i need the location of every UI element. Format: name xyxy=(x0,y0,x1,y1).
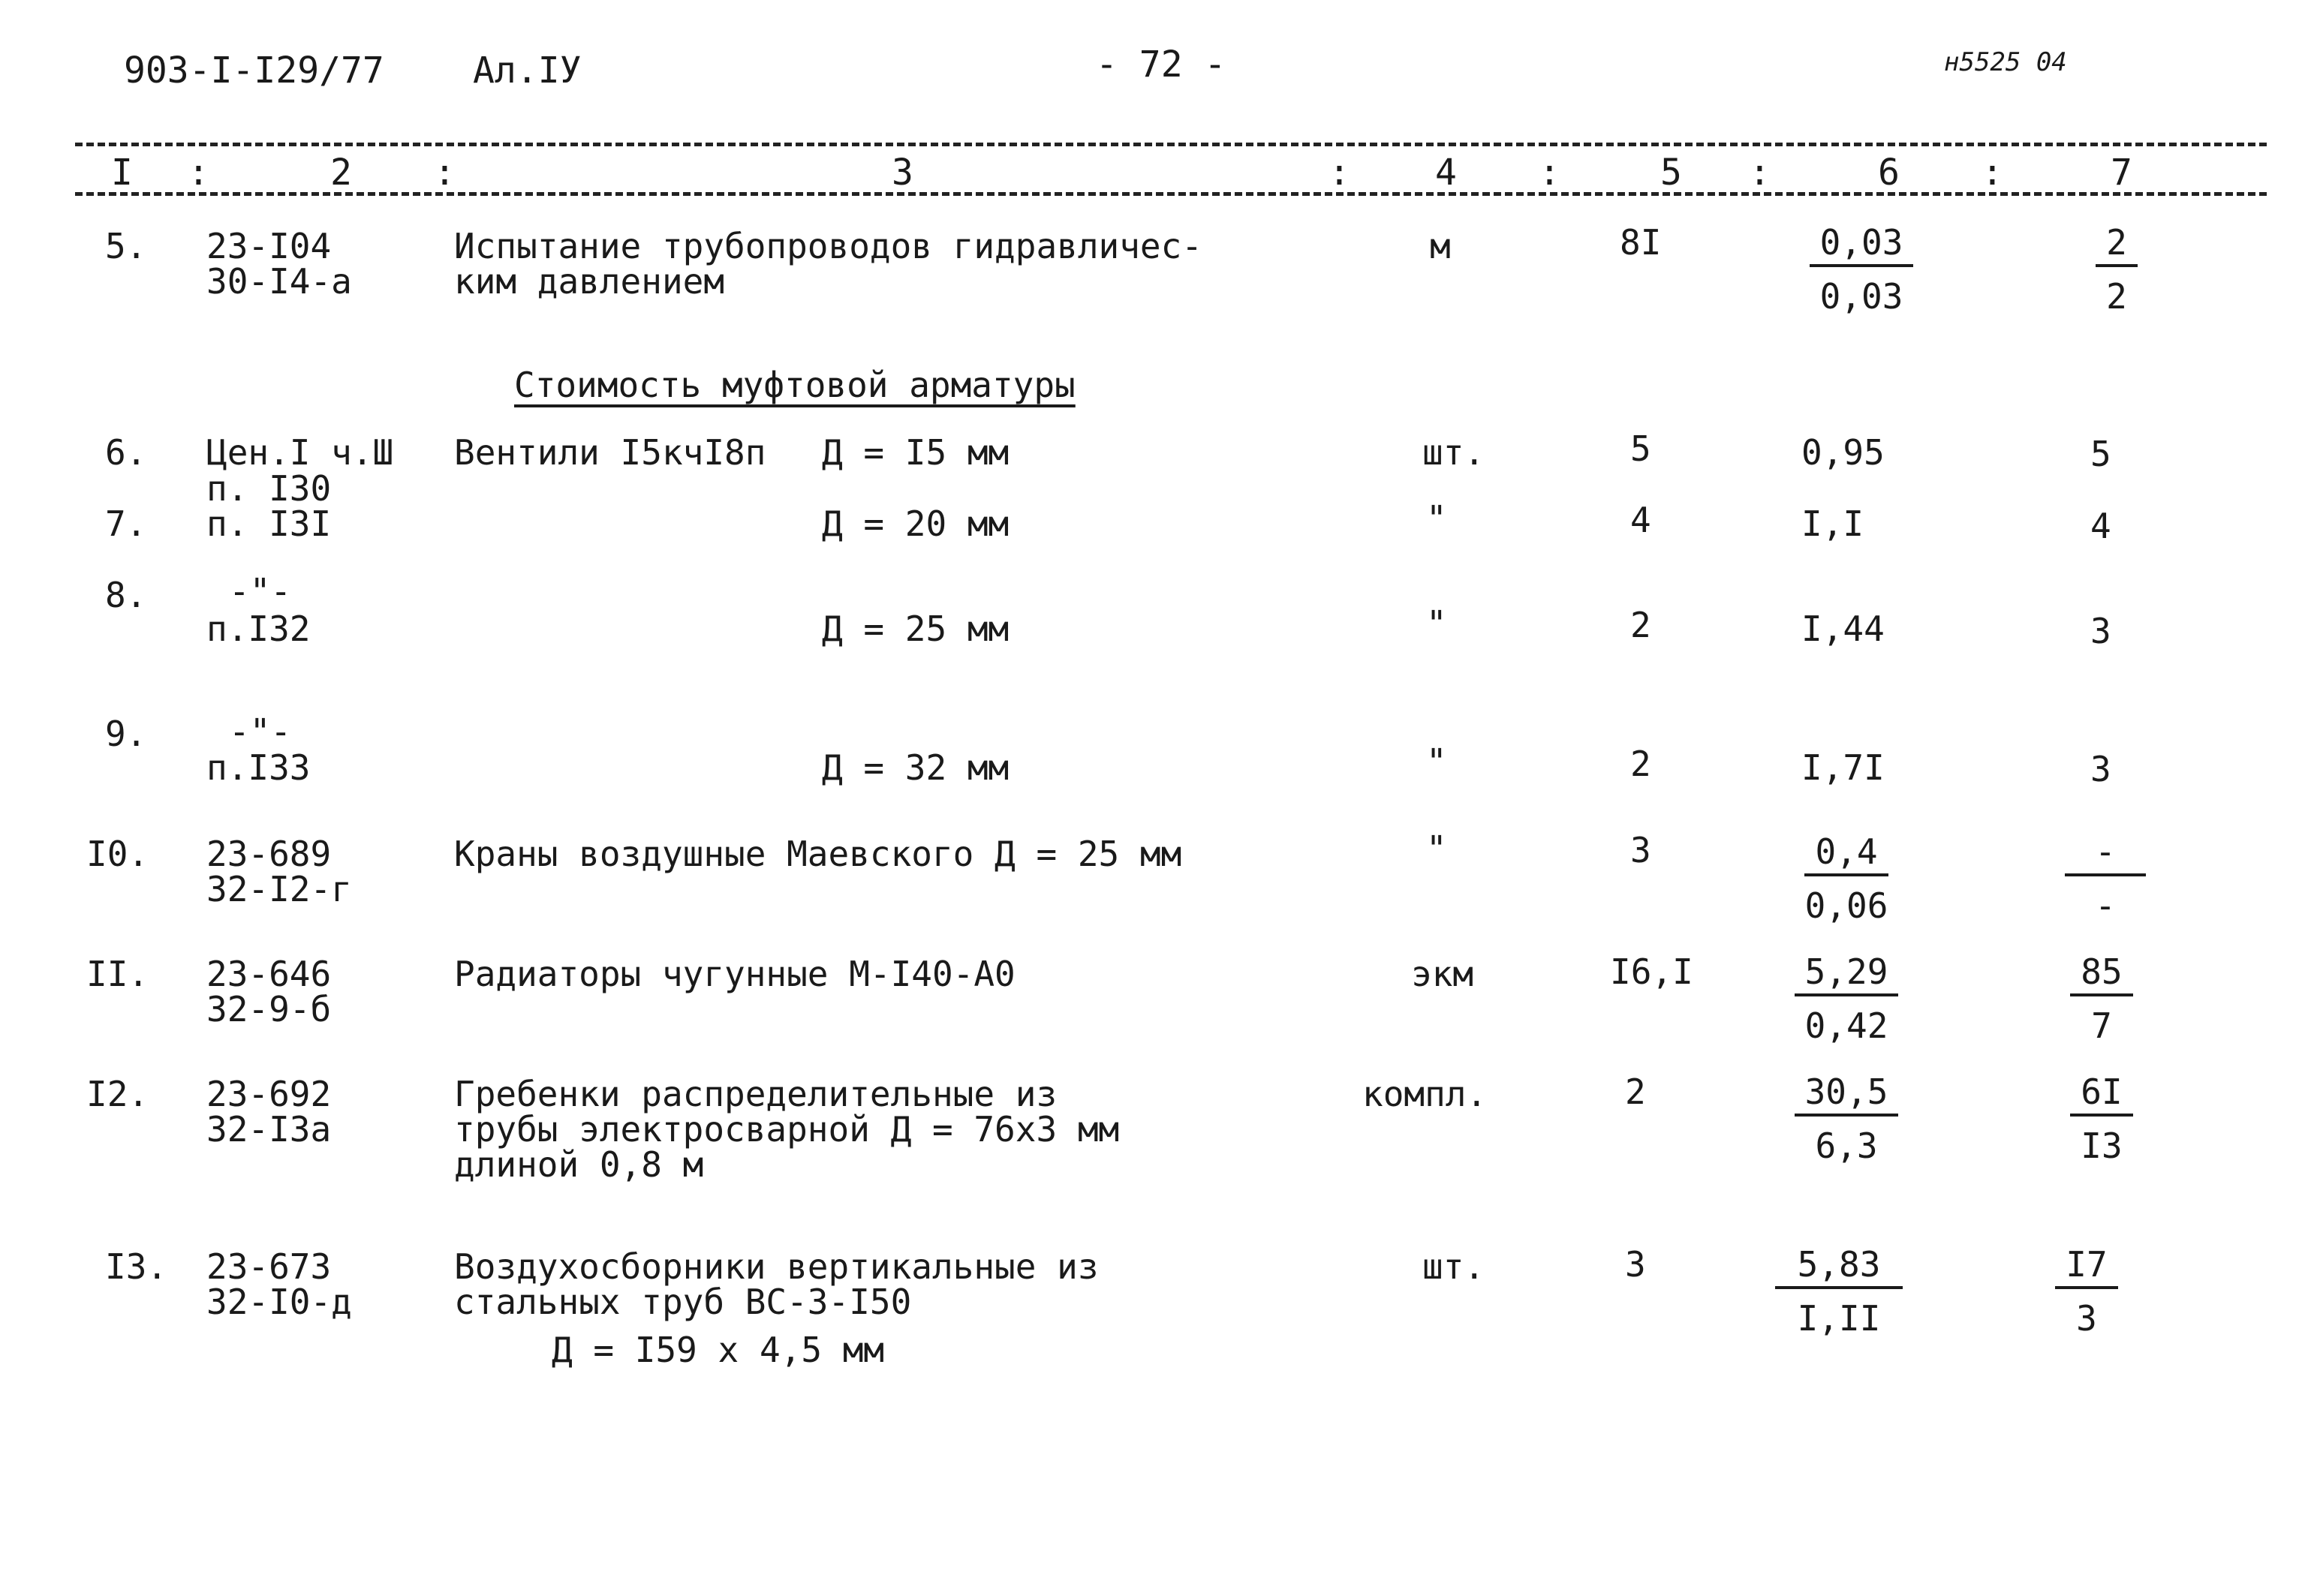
unit: шт. xyxy=(1422,1246,1485,1287)
column-number-1: I xyxy=(111,152,133,194)
unit-cost-fraction xyxy=(1771,1072,1921,1166)
unit-cost-fraction xyxy=(1771,951,1921,1046)
unit-cost-fraction xyxy=(1756,1244,1921,1339)
fraction-numerator: 30,5 xyxy=(1795,1075,1899,1117)
rate-code-ditto: -"- xyxy=(229,571,292,612)
rate-code: 23-692 xyxy=(206,1074,332,1114)
fraction-denominator: 0,06 xyxy=(1804,885,1888,926)
column-number-5: 5 xyxy=(1660,152,1682,194)
quantity: 2 xyxy=(1630,744,1651,784)
rate-code: 23-I04 xyxy=(206,226,332,266)
column-number-4: 4 xyxy=(1435,152,1457,194)
column-number-3: 3 xyxy=(892,152,913,194)
diameter: Д = 20 мм xyxy=(822,503,1010,544)
fraction-numerator: 6I xyxy=(2070,1075,2132,1117)
row-number: I2. xyxy=(86,1074,149,1114)
unit: " xyxy=(1426,603,1447,644)
work-description: Гребенки распределительные из xyxy=(454,1074,1058,1114)
work-description: Испытание трубопроводов гидравличес- xyxy=(454,226,1202,266)
total-cost-fraction xyxy=(2038,1072,2165,1166)
column-separator: : xyxy=(1329,152,1350,194)
unit: шт. xyxy=(1422,432,1485,473)
column-separator: : xyxy=(434,152,456,194)
row-number: 9. xyxy=(105,714,147,754)
rate-code: 23-689 xyxy=(206,834,332,874)
rate-code: 23-673 xyxy=(206,1246,332,1287)
unit-cost-fraction xyxy=(1786,222,1936,317)
unit-cost-fraction xyxy=(1771,831,1921,926)
row-number: 5. xyxy=(105,226,147,266)
column-separator: : xyxy=(188,152,209,194)
archive-stamp: н5525 04 xyxy=(1944,47,2067,77)
fraction-denominator: 0,03 xyxy=(1819,276,1903,317)
quantity: 2 xyxy=(1625,1072,1646,1112)
fraction-denominator: 2 xyxy=(2106,276,2127,317)
work-description: Вентили I5кчI8п xyxy=(454,432,766,473)
total-cost: 5 xyxy=(2090,434,2111,474)
quantity: 4 xyxy=(1630,500,1651,540)
row-number: 6. xyxy=(105,432,147,473)
row-number: I3. xyxy=(105,1246,168,1287)
header-rule-top xyxy=(75,143,2267,146)
column-separator: : xyxy=(1749,152,1771,194)
fraction-denominator: 0,42 xyxy=(1804,1005,1888,1046)
quantity: 8I xyxy=(1620,222,1662,263)
rate-code: 32-9-б xyxy=(206,989,332,1029)
fraction-numerator: 2 xyxy=(2096,225,2138,267)
rate-code: 32-I0-д xyxy=(206,1282,352,1322)
fraction-denominator: 6,3 xyxy=(1815,1126,1878,1166)
column-separator: : xyxy=(1539,152,1560,194)
total-cost: 4 xyxy=(2090,506,2111,546)
column-number-2: 2 xyxy=(330,152,352,194)
unit: " xyxy=(1426,741,1447,782)
rate-code: 32-I2-г xyxy=(206,869,352,909)
rate-code: 23-646 xyxy=(206,954,332,994)
unit-cost: 0,95 xyxy=(1801,432,1885,473)
unit: м xyxy=(1430,226,1451,266)
column-separator: : xyxy=(1982,152,2003,194)
fraction-denominator: I,II xyxy=(1797,1298,1881,1339)
quantity: 3 xyxy=(1630,830,1651,870)
rate-code: п.I32 xyxy=(206,609,311,649)
document-code: 903-I-I29/77 xyxy=(124,50,384,92)
unit: компл. xyxy=(1362,1074,1488,1114)
rate-code: Цен.I ч.Ш xyxy=(206,432,394,473)
diameter: Д = I5 мм xyxy=(822,432,1010,473)
unit: экм xyxy=(1411,954,1474,994)
work-description: длиной 0,8 м xyxy=(454,1144,704,1185)
total-cost-fraction xyxy=(2027,1244,2147,1339)
work-description: Краны воздушные Маевского Д = 25 мм xyxy=(454,834,1182,874)
row-number: II. xyxy=(86,954,149,994)
work-description: Воздухосборники вертикальные из xyxy=(454,1246,1099,1287)
column-number-6: 6 xyxy=(1878,152,1900,194)
work-description: трубы электросварной Д = 76х3 мм xyxy=(454,1109,1120,1150)
quantity: I6,I xyxy=(1610,951,1693,992)
fraction-numerator: - xyxy=(2065,834,2146,876)
unit-cost: I,7I xyxy=(1801,747,1885,788)
fraction-numerator: 0,03 xyxy=(1810,225,1914,267)
diameter: Д = 25 мм xyxy=(822,609,1010,649)
fraction-denominator: 3 xyxy=(2076,1298,2097,1339)
rate-code: 30-I4-а xyxy=(206,261,352,302)
quantity: 5 xyxy=(1630,428,1651,469)
section-title: Стоимость муфтовой арматуры xyxy=(514,365,1076,405)
column-number-7: 7 xyxy=(2111,152,2132,194)
rate-code: п. I3I xyxy=(206,503,332,544)
work-description: стальных труб ВС-3-I50 xyxy=(454,1282,912,1322)
fraction-denominator: I3 xyxy=(2081,1126,2123,1166)
page-number: - 72 - xyxy=(1096,44,1226,86)
fraction-numerator: I7 xyxy=(2055,1247,2117,1289)
total-cost: 3 xyxy=(2090,611,2111,651)
unit-cost: I,44 xyxy=(1801,609,1885,649)
row-number: I0. xyxy=(86,834,149,874)
fraction-denominator: - xyxy=(2095,885,2116,926)
fraction-numerator: 0,4 xyxy=(1804,834,1888,876)
unit-cost: I,I xyxy=(1801,503,1864,544)
fraction-denominator: 7 xyxy=(2091,1005,2112,1046)
work-description: Радиаторы чугунные М-I40-А0 xyxy=(454,954,1016,994)
album-label: Ал.IУ xyxy=(473,50,582,92)
diameter: Д = 32 мм xyxy=(822,747,1010,788)
diameter: Д = I59 х 4,5 мм xyxy=(552,1330,885,1370)
total-cost: 3 xyxy=(2090,749,2111,789)
unit: " xyxy=(1426,498,1447,539)
quantity: 2 xyxy=(1630,605,1651,645)
header-rule-bottom xyxy=(75,192,2267,196)
row-number: 8. xyxy=(105,575,147,615)
row-number: 7. xyxy=(105,503,147,544)
rate-code: 32-I3а xyxy=(206,1109,332,1150)
fraction-numerator: 5,83 xyxy=(1775,1247,1903,1289)
total-cost-fraction xyxy=(2060,222,2173,317)
total-cost-fraction xyxy=(2042,951,2162,1046)
rate-code: п.I33 xyxy=(206,747,311,788)
rate-code-ditto: -"- xyxy=(229,711,292,752)
unit: " xyxy=(1426,828,1447,869)
fraction-numerator: 85 xyxy=(2070,954,2132,996)
rate-code: п. I30 xyxy=(206,468,332,509)
quantity: 3 xyxy=(1625,1244,1646,1285)
work-description: ким давлением xyxy=(454,261,725,302)
fraction-numerator: 5,29 xyxy=(1795,954,1899,996)
total-cost-fraction xyxy=(2042,831,2169,926)
